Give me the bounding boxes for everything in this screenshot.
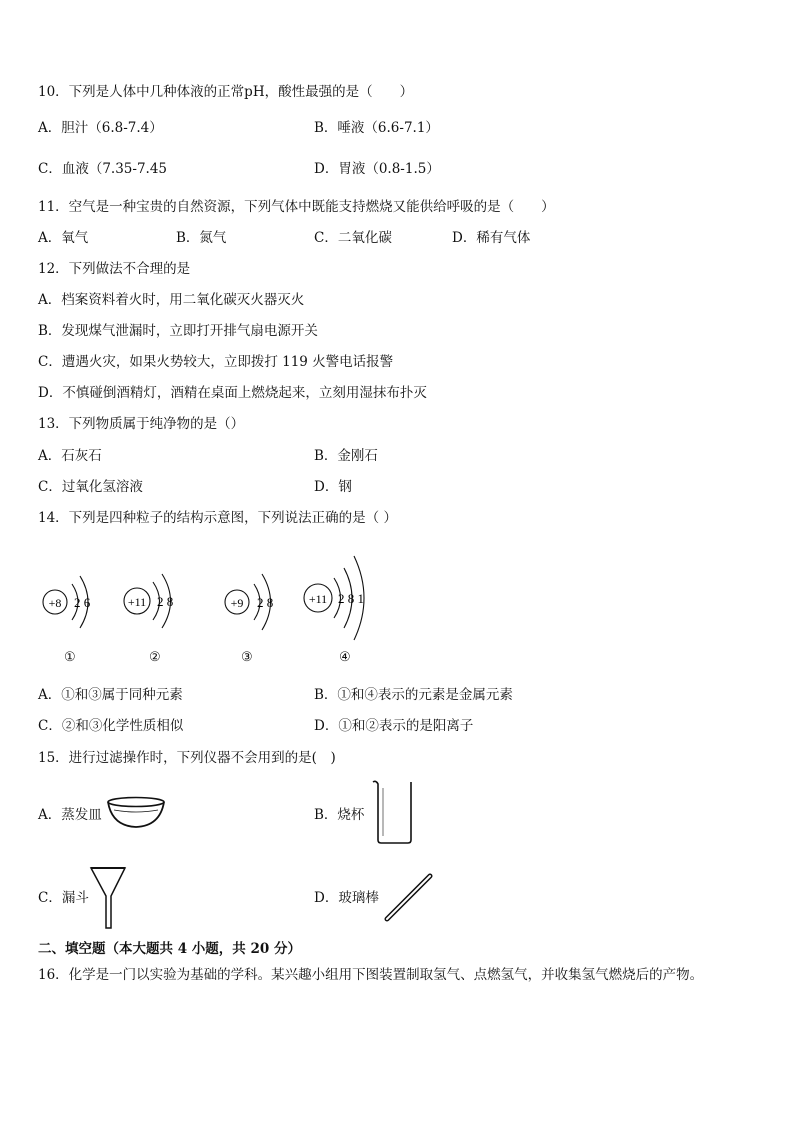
q10-option-d[interactable]: D．胃液（0.8-1.5） <box>314 161 440 177</box>
particle-2-nucleus: +11 <box>127 595 147 609</box>
q11-option-b[interactable]: B．氮气 <box>176 230 227 246</box>
particle-2-figure <box>123 562 203 642</box>
particle-3-label: ③ <box>241 650 253 665</box>
section-heading: 二、填空题（本大题共 4 小题，共 20 分） <box>38 941 301 957</box>
particle-1-figure <box>42 562 122 642</box>
particle-4-label: ④ <box>339 650 351 665</box>
particle-1 <box>42 562 122 646</box>
glass-rod-icon <box>382 872 436 924</box>
particle-2-shells: 2 8 <box>157 594 174 609</box>
particle-4-figure <box>302 548 392 648</box>
particle-1-label: ① <box>64 650 76 665</box>
q15-option-d[interactable]: D．玻璃棒 <box>314 890 379 906</box>
q12-option-a[interactable]: A．档案资料着火时，用二氧化碳灭火器灭火 <box>38 292 305 308</box>
q14-option-b[interactable]: B．①和④表示的元素是金属元素 <box>314 687 513 703</box>
q11-option-d[interactable]: D．稀有气体 <box>452 230 531 246</box>
q13-option-c[interactable]: C．过氧化氢溶液 <box>38 479 143 495</box>
particle-4 <box>302 548 392 652</box>
particle-1-shells: 2 6 <box>74 595 91 610</box>
particle-4-shells: 2 8 1 <box>338 591 364 606</box>
q15-option-a[interactable]: A．蒸发皿 <box>38 807 102 823</box>
particle-3-figure <box>224 562 304 642</box>
particle-3-nucleus: +9 <box>230 596 244 610</box>
q15-stem: 15．进行过滤操作时，下列仪器不会用到的是( ) <box>38 750 336 766</box>
q12-option-b[interactable]: B．发现煤气泄漏时，立即打开排气扇电源开关 <box>38 323 318 339</box>
particle-1-nucleus: +8 <box>48 596 62 610</box>
q10-option-b[interactable]: B．唾液（6.6-7.1） <box>314 120 439 136</box>
q13-stem: 13．下列物质属于纯净物的是（） <box>38 416 245 432</box>
beaker-icon <box>370 778 416 846</box>
q14-option-c[interactable]: C．②和③化学性质相似 <box>38 718 184 734</box>
q11-option-a[interactable]: A．氧气 <box>38 230 89 246</box>
particle-2-label: ② <box>149 650 161 665</box>
q14-stem: 14．下列是四种粒子的结构示意图，下列说法正确的是（ ） <box>38 510 397 526</box>
q15-option-c[interactable]: C．漏斗 <box>38 890 89 906</box>
q13-option-d[interactable]: D．钢 <box>314 479 352 495</box>
q10-option-a[interactable]: A．胆汁（6.8-7.4） <box>38 120 163 136</box>
q12-option-d[interactable]: D．不慎碰倒酒精灯，酒精在桌面上燃烧起来，立刻用湿抹布扑灭 <box>38 385 427 401</box>
q15-option-b[interactable]: B．烧杯 <box>314 807 365 823</box>
q16-stem: 16．化学是一门以实验为基础的学科。某兴趣小组用下图装置制取氢气、点燃氢气，并收集氢气燃烧后的产物。 <box>38 967 704 983</box>
funnel-icon <box>88 866 128 932</box>
q12-option-c[interactable]: C．遭遇火灾，如果火势较大，立即拨打 119 火警电话报警 <box>38 354 394 370</box>
q14-option-d[interactable]: D．①和②表示的是阳离子 <box>314 718 474 734</box>
q11-option-c[interactable]: C．二氧化碳 <box>314 230 392 246</box>
particle-2 <box>123 562 203 646</box>
particle-3 <box>224 562 304 646</box>
particle-4-nucleus: +11 <box>308 592 328 606</box>
q12-stem: 12．下列做法不合理的是 <box>38 261 191 277</box>
q13-option-b[interactable]: B．金刚石 <box>314 448 378 464</box>
q10-option-c[interactable]: C．血液（7.35-7.45 <box>38 161 168 177</box>
q11-stem: 11．空气是一种宝贵的自然资源，下列气体中既能支持燃烧又能供给呼吸的是（ ） <box>38 199 555 215</box>
q13-option-a[interactable]: A．石灰石 <box>38 448 102 464</box>
q14-option-a[interactable]: A．①和③属于同种元素 <box>38 687 183 703</box>
q10-stem: 10．下列是人体中几种体液的正常pH，酸性最强的是（ ） <box>38 84 414 100</box>
particle-3-shells: 2 8 <box>257 595 274 610</box>
evaporating-dish-icon <box>104 796 168 832</box>
